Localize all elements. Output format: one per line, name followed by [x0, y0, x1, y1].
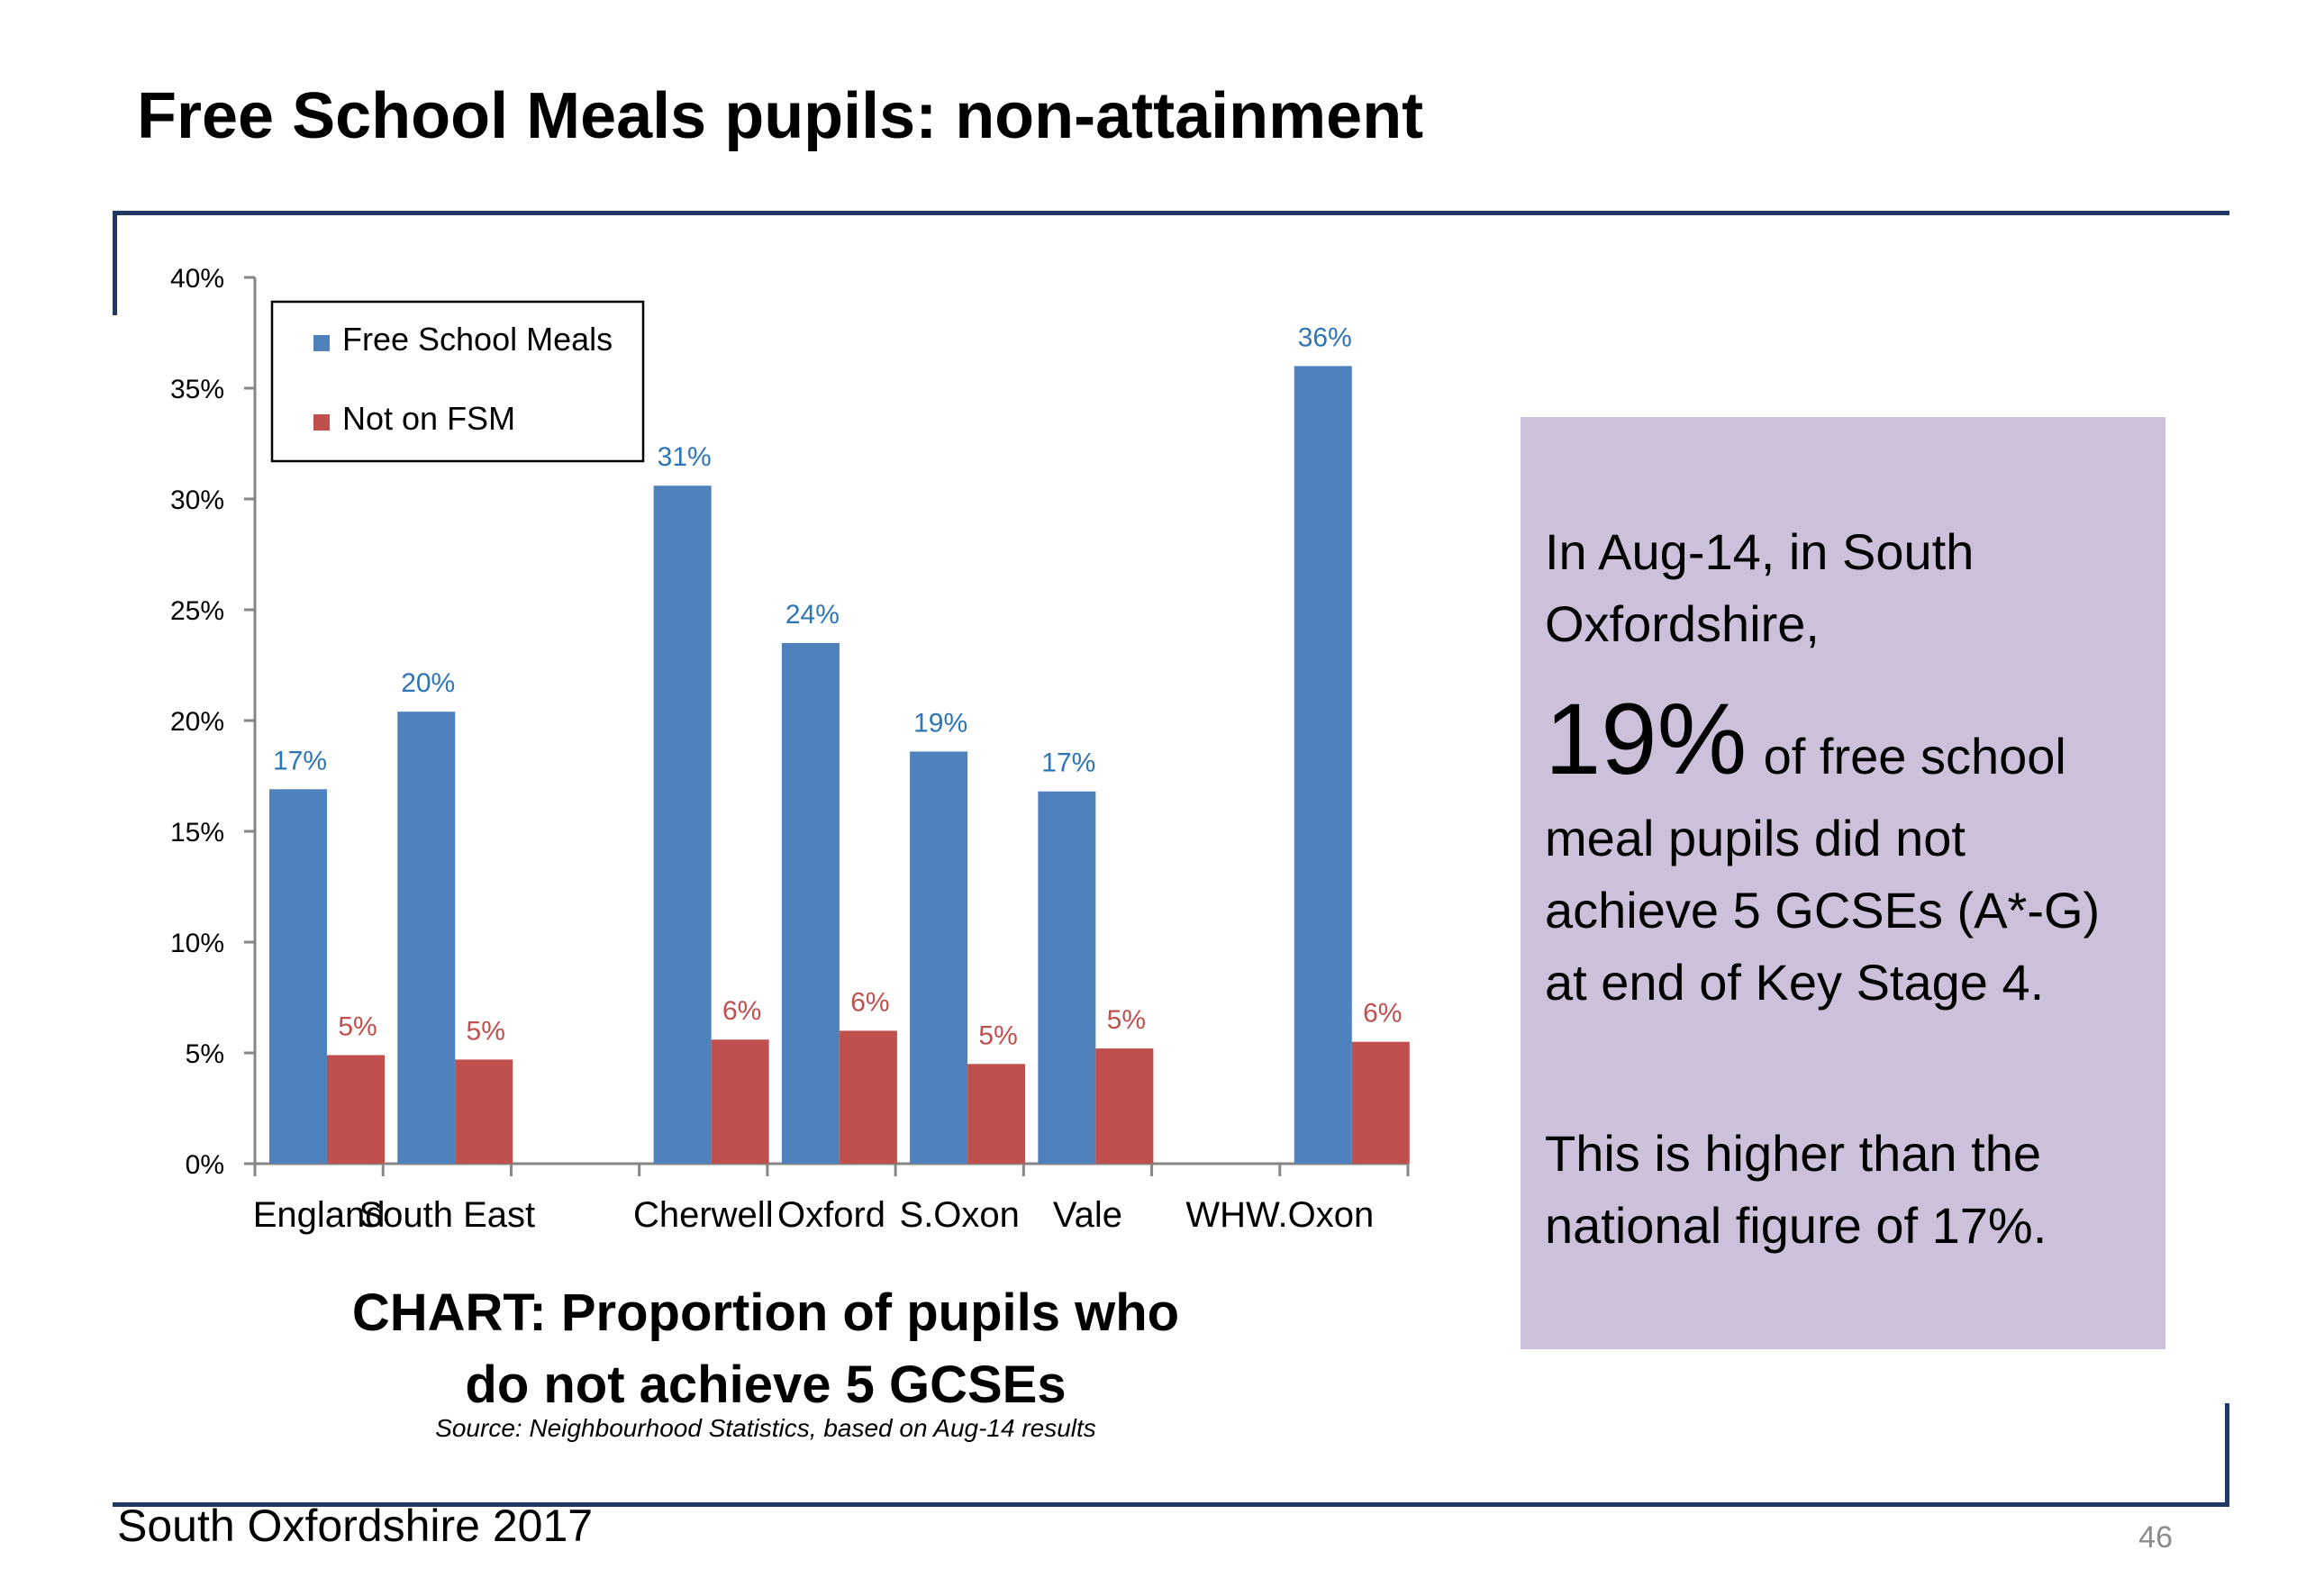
bar-not-fsm — [327, 1055, 385, 1164]
legend-swatch — [313, 335, 330, 351]
x-category-label: Vale — [1052, 1195, 1122, 1235]
x-category-label: Cherwell — [632, 1195, 774, 1235]
bar-not-fsm — [455, 1059, 513, 1164]
y-tick-label: 35% — [169, 375, 224, 404]
callout-text-1: of free school — [1763, 728, 2066, 784]
bar-fsm — [654, 485, 712, 1164]
bar-fsm — [1294, 366, 1352, 1164]
x-category-label: England — [252, 1195, 386, 1235]
callout-text-5: This is higher than the — [1545, 1125, 2041, 1182]
callout-text-4: at end of Key Stage 4. — [1545, 954, 2045, 1011]
y-tick-label: 25% — [169, 596, 224, 626]
callout-box — [1521, 417, 2165, 1349]
page-number: 46 — [2138, 1520, 2173, 1555]
legend-label: Free School Meals — [342, 321, 613, 358]
legend-label: Not on FSM — [342, 400, 516, 437]
bar-fsm — [1038, 792, 1095, 1164]
bar-not-fsm — [840, 1030, 897, 1164]
bar-not-fsm — [1352, 1042, 1410, 1164]
bar-not-fsm — [712, 1039, 769, 1164]
x-category-label: WHW.Oxon — [1185, 1195, 1375, 1235]
data-label: 5% — [466, 1016, 505, 1047]
footer-text: South Oxfordshire 2017 — [117, 1501, 594, 1551]
x-category-label: South East — [359, 1195, 536, 1235]
caption-line-1: CHART: Proportion of pupils who — [351, 1283, 1180, 1342]
callout-intro-1: In Aug-14, in South — [1545, 523, 1975, 580]
chart-caption — [270, 1277, 1261, 1421]
x-category-label: S.Oxon — [899, 1195, 1020, 1235]
y-tick-label: 5% — [185, 1039, 224, 1069]
callout-intro-2: Oxfordshire, — [1545, 595, 1820, 652]
data-label: 17% — [1041, 748, 1096, 778]
data-label: 5% — [978, 1020, 1018, 1051]
bar-not-fsm — [1095, 1048, 1153, 1164]
y-tick-label: 20% — [169, 707, 224, 737]
data-label: 6% — [1363, 998, 1403, 1029]
bar-fsm — [397, 712, 455, 1164]
bar-fsm — [782, 643, 840, 1164]
data-label: 20% — [401, 668, 456, 699]
bar-fsm — [910, 751, 967, 1164]
data-label: 17% — [272, 746, 328, 776]
data-label: 6% — [722, 996, 762, 1027]
callout-big-value: 19% — [1545, 683, 1748, 795]
data-label: 5% — [338, 1011, 377, 1042]
y-tick-label: 30% — [169, 485, 224, 515]
legend-swatch — [313, 414, 330, 431]
chart-source: Source: Neighbourhood Statistics, based on Aug-14 results — [435, 1414, 1096, 1442]
data-label: 19% — [913, 708, 968, 739]
callout-text-6: national figure of 17%. — [1545, 1197, 2047, 1254]
data-label: 36% — [1297, 322, 1352, 353]
data-label: 5% — [1106, 1005, 1147, 1036]
y-tick-label: 0% — [185, 1150, 224, 1180]
x-category-label: Oxford — [776, 1195, 886, 1235]
callout-text-2: meal pupils did not — [1545, 810, 1966, 866]
data-label: 31% — [657, 442, 712, 473]
slide-title: Free School Meals pupils: non-attainment — [137, 80, 1424, 152]
y-tick-label: 10% — [169, 929, 224, 958]
data-label: 24% — [785, 599, 840, 630]
y-tick-label: 15% — [169, 818, 224, 848]
bar-not-fsm — [967, 1064, 1025, 1164]
y-tick-label: 40% — [169, 264, 224, 294]
bar-fsm — [269, 789, 327, 1164]
caption-line-2: do not achieve 5 GCSEs — [465, 1356, 1067, 1414]
callout-text-3: achieve 5 GCSEs (A*-G) — [1545, 882, 2101, 939]
data-label: 6% — [850, 987, 890, 1018]
